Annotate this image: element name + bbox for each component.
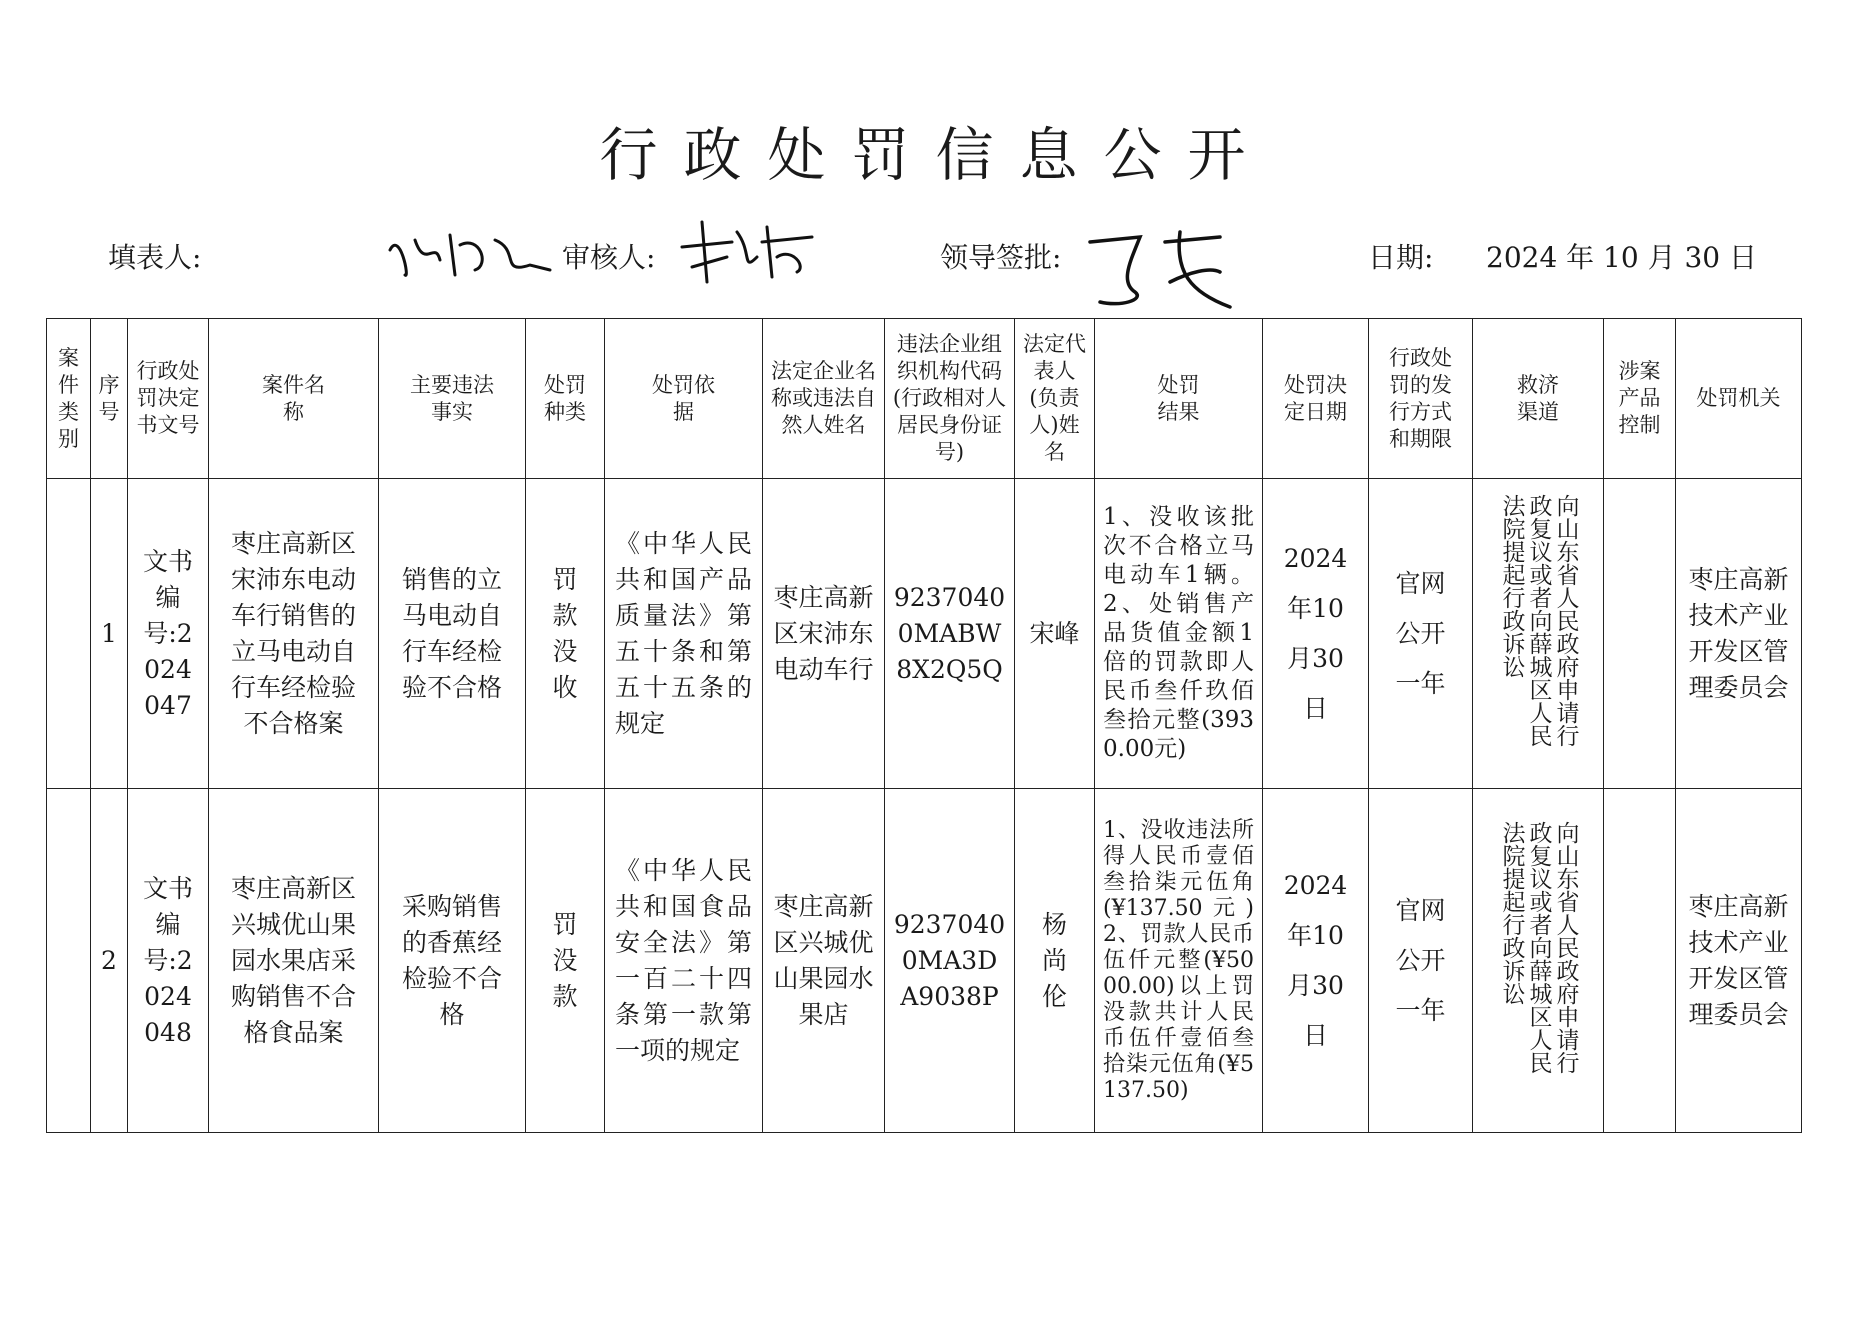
- header-cell: 处罚种类: [526, 319, 605, 479]
- leader-signature: [1080, 222, 1240, 317]
- doc-number: 文书编号:2024048: [128, 789, 209, 1133]
- date-label: 日期:: [1368, 241, 1434, 274]
- header-cell: 救济渠道: [1473, 319, 1604, 479]
- header-cell: 处罚决定日期: [1263, 319, 1369, 479]
- header-cell: 主要违法事实: [379, 319, 526, 479]
- case-category: [47, 789, 91, 1133]
- party-name: 枣庄高新区宋沛东电动车行: [763, 479, 885, 789]
- violation-facts: 销售的立马电动自行车经检验不合格: [379, 479, 526, 789]
- legal-representative: 宋峰: [1015, 479, 1095, 789]
- header-cell: 违法企业组织机构代码(行政相对人居民身份证号): [885, 319, 1015, 479]
- penalty-basis: 《中华人民共和国产品质量法》第五十条和第五十五条的规定: [605, 479, 763, 789]
- product-control: [1604, 479, 1676, 789]
- row-index: 2: [91, 789, 128, 1133]
- reviewer-signature: [672, 212, 822, 292]
- table-row: [47, 479, 1802, 789]
- penalty-result: 1、没收违法所得人民币壹佰叁拾柒元伍角(¥137.50元)2、罚款人民币伍仟元整(¥5000.00)以上罚没款共计人民币伍仟壹佰叁拾柒元伍角(¥5137.50): [1095, 789, 1263, 1133]
- page-title: 行政处罚信息公开: [599, 121, 1272, 189]
- penalty-result: 1、没收该批次不合格立马电动车1辆。2、处销售产品货值金额1倍的罚款即人民币叁仟玖佰叁拾元整(3930.00元): [1095, 479, 1263, 789]
- decision-date: 2024年10月30日: [1263, 479, 1369, 789]
- party-name: 枣庄高新区兴城优山果园水果店: [763, 789, 885, 1133]
- header-cell: 序号: [91, 319, 128, 479]
- header-cell: 处罚依据: [605, 319, 763, 479]
- penalty-authority: 枣庄高新技术产业开发区管理委员会: [1676, 789, 1802, 1133]
- filler-signature: [380, 220, 560, 290]
- remedy-channel: 向山东省人民政府申请行政复议或者向薛城区人民法院提起行政诉讼: [1473, 479, 1604, 789]
- filler-label: 填表人:: [108, 241, 202, 274]
- header-cell: 行政处罚决定书文号: [128, 319, 209, 479]
- header-cell: 案件类别: [47, 319, 91, 479]
- remedy-channel: 向山东省人民政府申请行政复议或者向薛城区人民法院提起行政诉讼: [1473, 789, 1604, 1133]
- penalty-type: 罚款没收: [526, 479, 605, 789]
- header-cell: 行政处罚的发行方式和期限: [1369, 319, 1473, 479]
- org-code: 92370400MABW8X2Q5Q: [885, 479, 1015, 789]
- case-category: [47, 479, 91, 789]
- table-header-row: [47, 319, 1802, 479]
- date-value: 2024 年 10 月 30 日: [1486, 241, 1758, 274]
- penalty-type: 罚没款: [526, 789, 605, 1133]
- penalty-authority: 枣庄高新技术产业开发区管理委员会: [1676, 479, 1802, 789]
- publicity-method: 官网公开 一年: [1369, 789, 1473, 1133]
- header-cell: 处罚机关: [1676, 319, 1802, 479]
- row-index: 1: [91, 479, 128, 789]
- org-code: 92370400MA3DA9038P: [885, 789, 1015, 1133]
- penalty-basis: 《中华人民共和国食品安全法》第一百二十四条第一款第一项的规定: [605, 789, 763, 1133]
- publicity-method: 官网公开 一年: [1369, 479, 1473, 789]
- doc-number: 文书编号:2024047: [128, 479, 209, 789]
- header-cell: 涉案产品控制: [1604, 319, 1676, 479]
- violation-facts: 采购销售的香蕉经检验不合格: [379, 789, 526, 1133]
- leader-label: 领导签批:: [940, 241, 1062, 274]
- header-cell: 案件名称: [209, 319, 379, 479]
- case-name: 枣庄高新区宋沛东电动车行销售的立马电动自行车经检验不合格案: [209, 479, 379, 789]
- product-control: [1604, 789, 1676, 1133]
- decision-date: 2024年10月30日: [1263, 789, 1369, 1133]
- penalty-table: [46, 318, 1802, 1133]
- reviewer-label: 审核人:: [562, 241, 656, 274]
- legal-representative: 杨尚伦: [1015, 789, 1095, 1133]
- header-cell: 法定代表人(负责人)姓名: [1015, 319, 1095, 479]
- table-row: [47, 789, 1802, 1133]
- header-cell: 处罚结果: [1095, 319, 1263, 479]
- case-name: 枣庄高新区兴城优山果园水果店采购销售不合格食品案: [209, 789, 379, 1133]
- header-cell: 法定企业名称或违法自然人姓名: [763, 319, 885, 479]
